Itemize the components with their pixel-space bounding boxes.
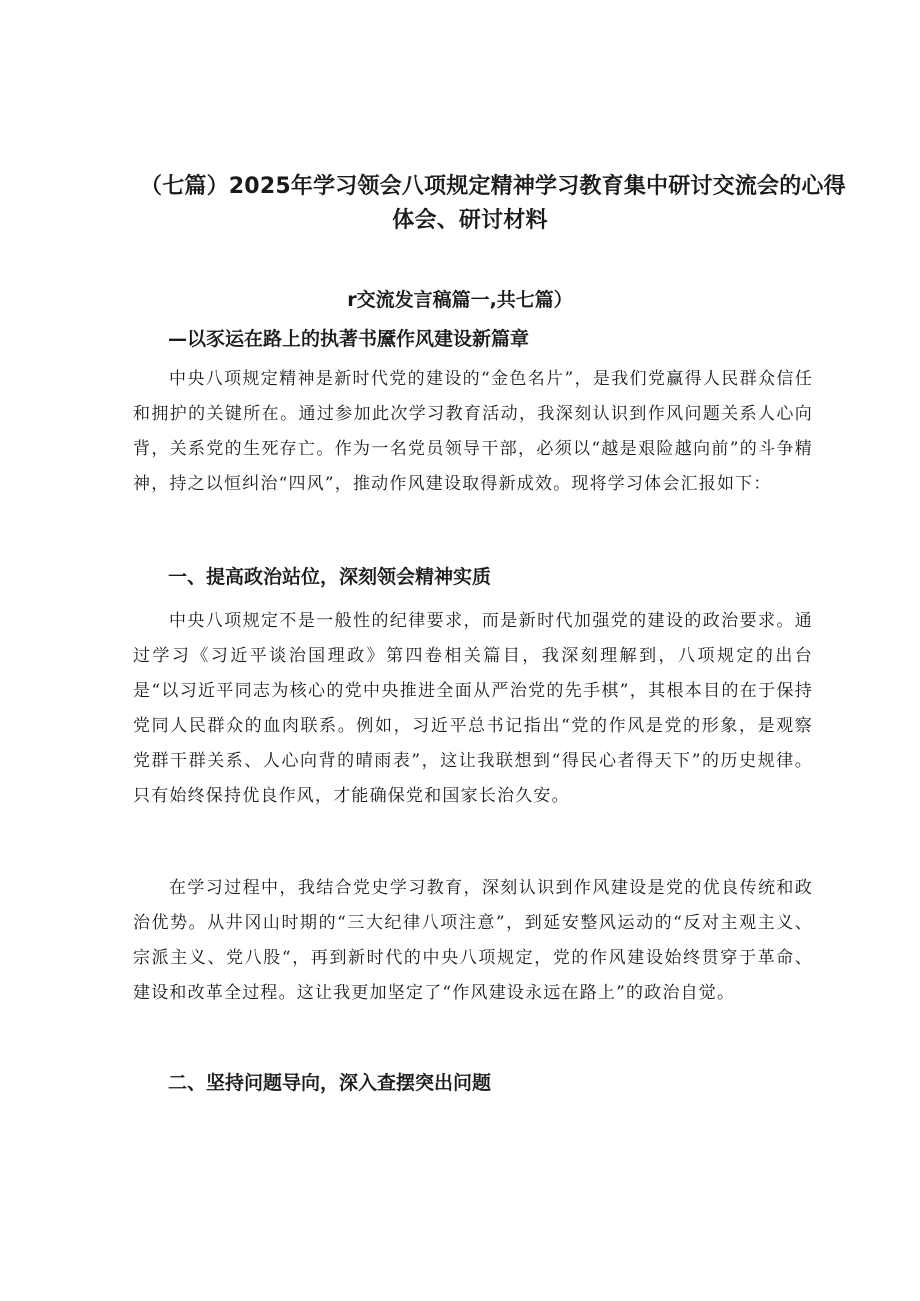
paragraph-intro: 中央八项规定精神是新时代党的建设的“金色名片”，是我们党赢得人民群众信任和拥护的关键所在。通过参加此次学习教育活动，我深刻认识到作风问题关系人心向背，关系党的生死存亡。作为一名党员领导干部，必须以“越是艰险越向前”的斗争精神，持之以恒纠治“四风”，推动作风建设取得新成效。现将学习体会汇报如下： [133,369,813,494]
document-title-line2: 体会、研讨材料 [392,208,548,233]
paragraph-section1-a: 中央八项规定不是一般性的纪律要求，而是新时代加强党的建设的政治要求。通过学习《习近平谈治国理政》第四卷相关篇目，我深刻理解到，八项规定的出台是“以习近平同志为核心的党中央推进全面从严治党的先手棋”，其根本目的在于保持党同人民群众的血肉联系。例如，习近平总书记指出“党的作风是党的形象，是观察党群干群关系、人心向背的晴雨表”，这让我联想到“得民心者得天下”的历史规律。只有始终保持优良作风，才能确保党和国家长治久安。 [133,611,813,806]
section-subtitle: r交流发言稿篇一,共七篇） [347,289,573,311]
heading-section-1: 一、提高政治站位，深刻领会精神实质 [168,566,492,588]
paragraph-section1-b: 在学习过程中，我结合党史学习教育，深刻认识到作风建设是党的优良传统和政治优势。从井冈山时期的“三大纪律八项注意”，到延安整风运动的“反对主观主义、宗派主义、党八股“，再到新时代的中央八项规定，党的作风建设始终贯穿于革命、建设和改革全过程。这让我更加坚定了“作风建设永远在路上”的政治自觉。 [133,878,813,1003]
section-subtitle-theme: —以豕运在路上的执著书黡作风建设新篇章 [168,328,530,350]
document-title-line1: （七篇）2025年学习领会八项规定精神学习教育集中研讨交流会的心得 [140,174,846,199]
heading-section-2: 二、坚持问题导向，深入查摆突出问题 [168,1072,492,1094]
